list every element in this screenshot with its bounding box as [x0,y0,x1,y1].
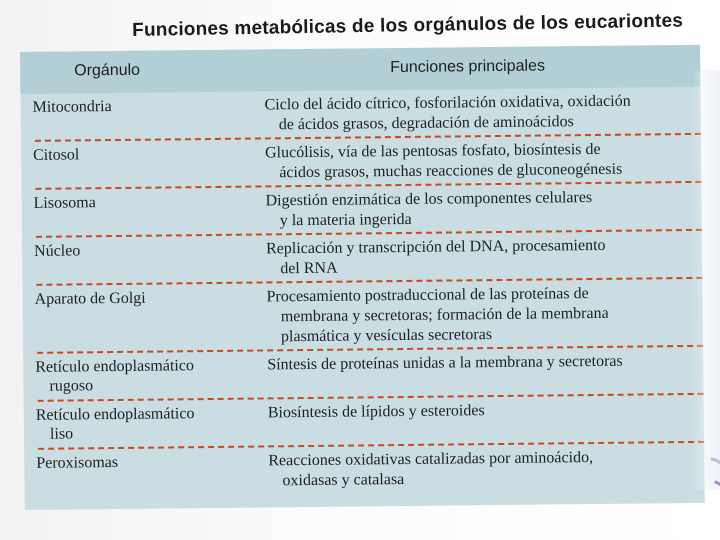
function-line: Replicación y transcripción del DNA, procesamiento [265,236,606,258]
table-header [20,45,700,94]
organelle-line: Aparato de Golgi [34,289,146,308]
organelle-line: Lisosoma [33,194,96,212]
organelle-cell [35,355,263,395]
page-title: Funciones metabólicas de los orgánulos de los eucariontes [132,10,684,41]
organelle-line: Citosol [32,146,80,164]
function-line: Procesamiento postraduccional de las proteínas de [266,285,589,306]
function-line: oxidasas y catalasa [282,471,405,490]
header-organelle: Orgánulo [74,61,141,80]
function-line: plasmática y vesículas secretoras [280,326,493,346]
organelle-cell [34,287,262,308]
function-line: de ácidos grasos, degradación de aminoácidos [278,113,574,134]
organelle-cell [32,95,260,116]
organelle-line: Núcleo [33,242,81,260]
function-line: Reacciones oxidativas catalizadas por aminoácido, [268,449,594,470]
organelle-line: Mitocondria [32,98,112,116]
function-line: Biosíntesis de lípidos y esteroides [267,402,485,422]
function-line: membrana y secretoras; formación de la membrana [280,304,609,326]
function-line: Ciclo del ácido cítrico, fosforilación oxidativa, oxidación [264,92,631,114]
organelle-table [20,45,705,510]
function-line: Glucólisis, vía de las pentosas fosfato, biosíntesis de [264,140,601,162]
organelle-line: liso [49,425,74,443]
table-row [24,445,704,502]
function-line: Digestión enzimática de los componentes celulares [265,189,593,210]
functions-cell [266,283,697,347]
functions-cell [267,351,697,376]
organelle-cell [34,239,262,260]
organelle-cell [33,191,261,212]
function-line: Síntesis de proteínas unidas a la membrana y secretoras [267,352,623,374]
functions-cell [264,91,694,136]
organelle-cell [36,403,264,443]
functions-cell [265,139,695,184]
function-line: y la materia ingerida [279,210,412,230]
organelle-cell [33,143,261,164]
organelle-line: rugoso [49,377,94,395]
organelle-line: Peroxisomas [36,453,119,472]
organelle-line: Retículo endoplasmático [35,405,195,424]
functions-cell [268,447,698,492]
header-functions: Funciones principales [390,57,546,77]
function-line: del RNA [280,259,338,278]
table-row [22,281,703,354]
function-line: ácidos grasos, muchas reacciones de gluconeogénesis [279,160,623,182]
organelle-cell [36,451,264,472]
functions-cell [266,235,696,280]
functions-cell [268,399,698,424]
functions-cell [265,187,695,232]
page-edge-shadow [692,70,720,490]
organelle-line: Retículo endoplasmático [35,357,195,376]
